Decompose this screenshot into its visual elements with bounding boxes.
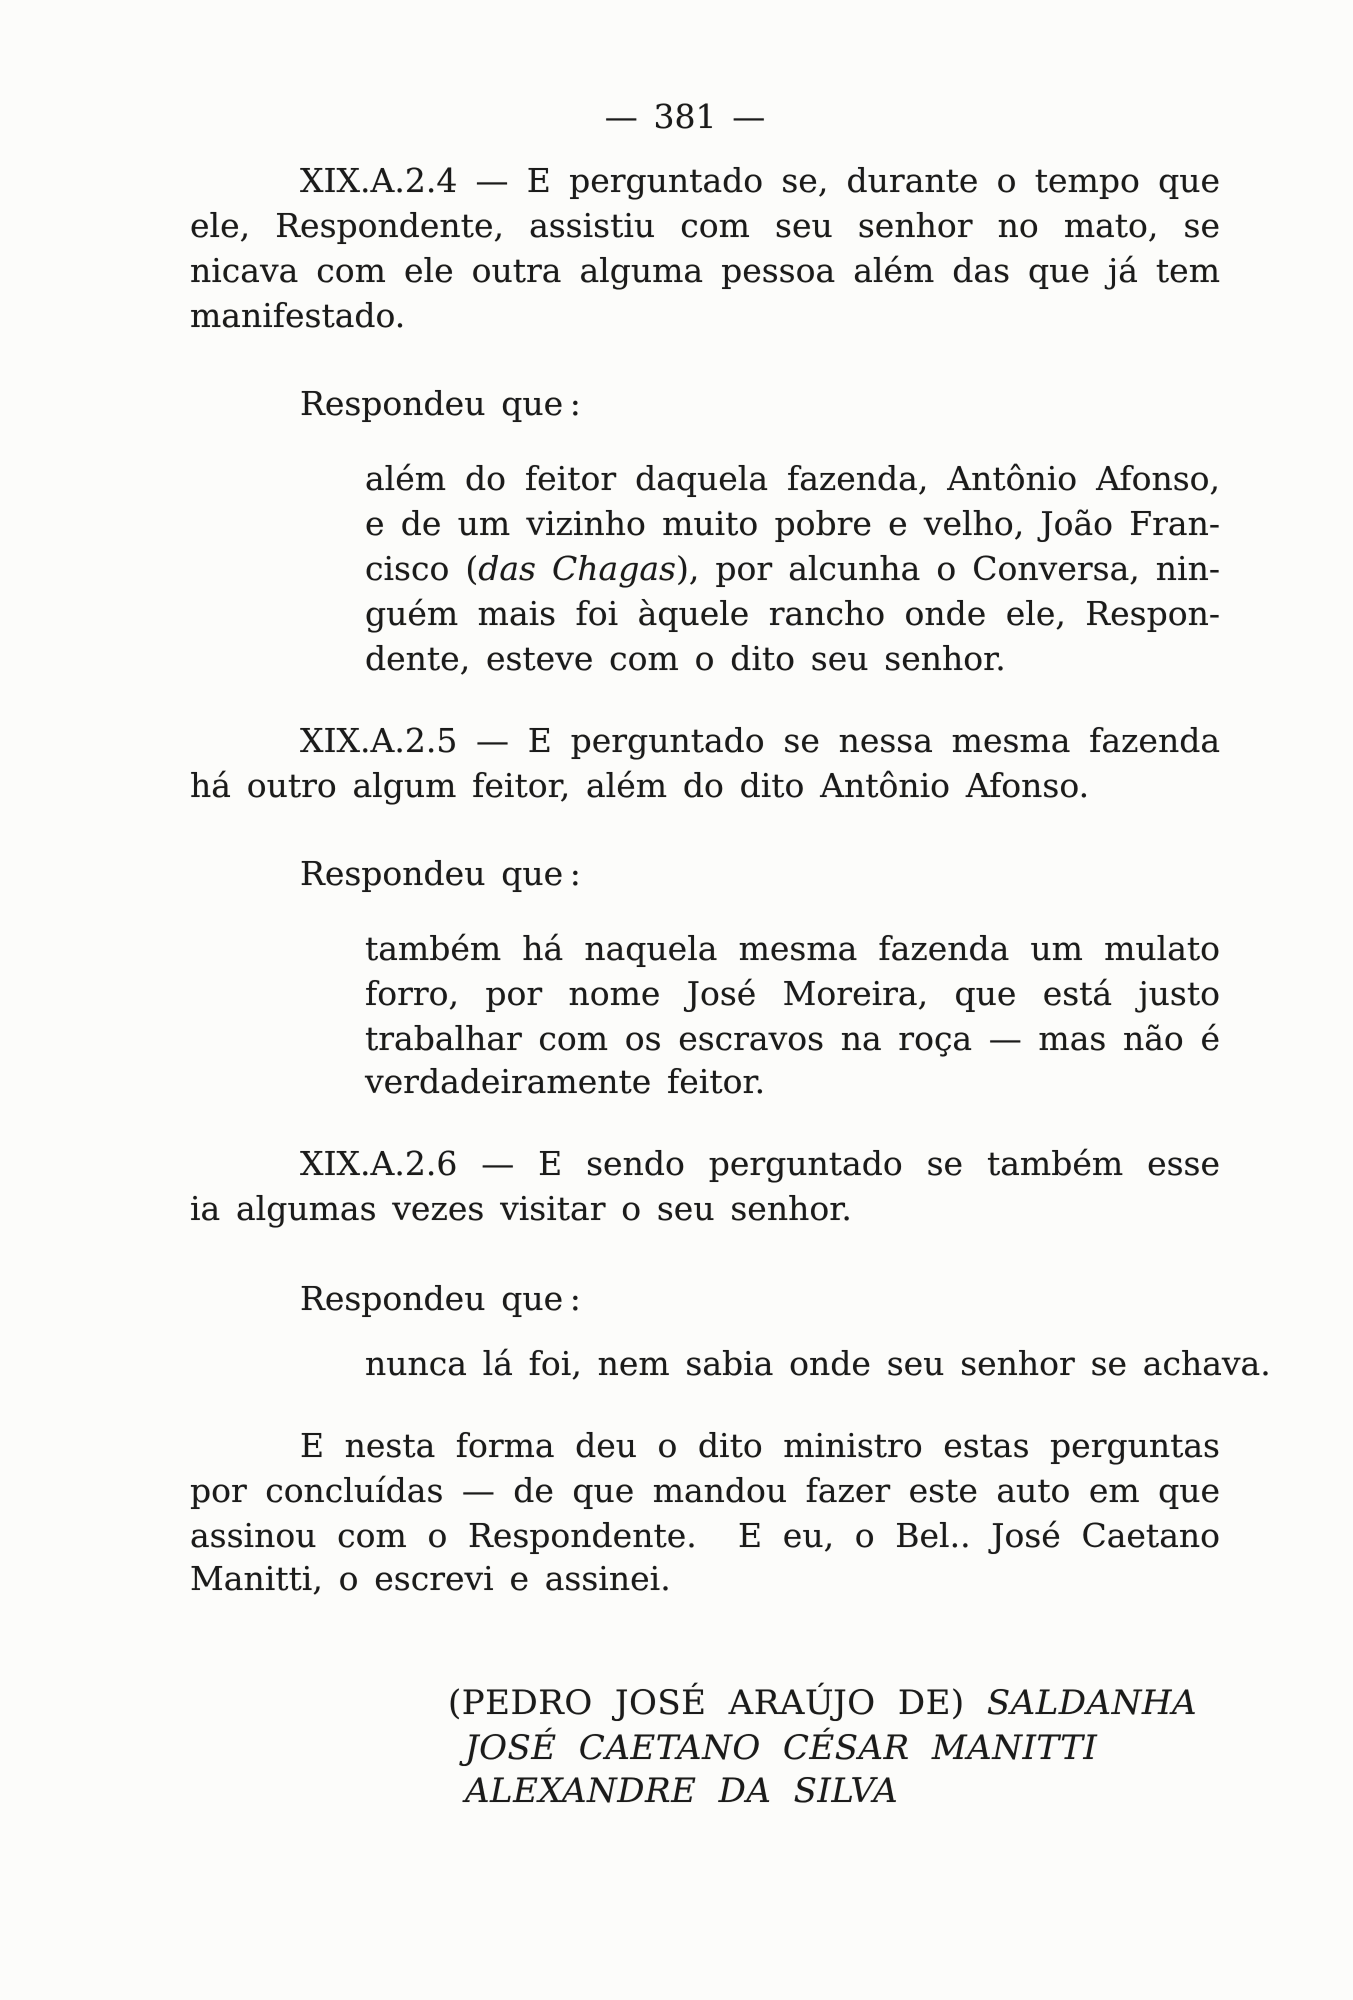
question-4-line-1: XIX.A.2.4 — E perguntado se, durante o tempo que	[300, 161, 1220, 200]
respondeu-label-1: Respondeu que :	[300, 384, 581, 423]
question-5-line-2: há outro algum feitor, além do dito Antônio Afonso.	[190, 766, 1090, 805]
closing-line-1: E nesta forma deu o dito ministro estas perguntas	[300, 1426, 1220, 1465]
closing-line-4: Manitti, o escrevi e assinei.	[190, 1559, 671, 1598]
answer-5-line-4: verdadeiramente feitor.	[365, 1062, 766, 1101]
question-6-line-2: ia algumas vezes visitar o seu senhor.	[190, 1189, 852, 1228]
answer-5-line-3: trabalhar com os escravos na roça — mas não é	[365, 1019, 1220, 1058]
answer-4-line-3-roman-end: ), por alcunha o Conversa, nin-	[675, 549, 1220, 588]
signature-saldanha-italic: SALDANHA	[986, 1683, 1198, 1723]
answer-4-line-3-roman-start: cisco (	[365, 549, 479, 588]
closing-line-2: por concluídas — de que mandou fazer este auto em que	[190, 1471, 1220, 1510]
signature-saldanha	[448, 1681, 1268, 1726]
answer-6-line-1: nunca lá foi, nem sabia onde seu senhor se achava.	[365, 1344, 1271, 1383]
answer-5-line-1: também há naquela mesma fazenda um mulato	[365, 929, 1220, 968]
question-6-line-1: XIX.A.2.6 — E sendo perguntado se também esse	[300, 1144, 1220, 1183]
question-5-line-1: XIX.A.2.5 — E perguntado se nessa mesma fazenda	[300, 721, 1220, 760]
page-number-header: — 381 —	[604, 97, 766, 136]
answer-4-line-3-italic: das Chagas	[478, 549, 676, 588]
question-4-line-2: ele, Respondente, assistiu com seu senhor no mato, se	[190, 206, 1220, 245]
respondeu-label-2: Respondeu que :	[300, 854, 581, 893]
answer-4-line-3	[365, 546, 1220, 591]
signature-manitti: JOSÉ CAETANO CÉSAR MANITTI	[465, 1728, 1098, 1768]
question-4-line-3: nicava com ele outra alguma pessoa além das que já tem	[190, 251, 1220, 290]
signature-saldanha-roman: (PEDRO JOSÉ ARAÚJO DE)	[448, 1683, 987, 1723]
answer-4-line-4: guém mais foi àquele rancho onde ele, Respon-	[365, 594, 1220, 633]
respondeu-label-3: Respondeu que :	[300, 1279, 581, 1318]
question-4-line-4: manifestado.	[190, 296, 406, 335]
answer-5-line-2: forro, por nome José Moreira, que está justo	[365, 974, 1220, 1013]
answer-4-line-1: além do feitor daquela fazenda, Antônio Afonso,	[365, 459, 1220, 498]
closing-line-3: assinou com o Respondente. E eu, o Bel.. José Caetano	[190, 1516, 1220, 1555]
answer-4-line-5: dente, esteve com o dito seu senhor.	[365, 639, 1006, 678]
answer-4-line-2: e de um vizinho muito pobre e velho, João Fran-	[365, 504, 1220, 543]
signature-silva: ALEXANDRE DA SILVA	[465, 1771, 899, 1811]
